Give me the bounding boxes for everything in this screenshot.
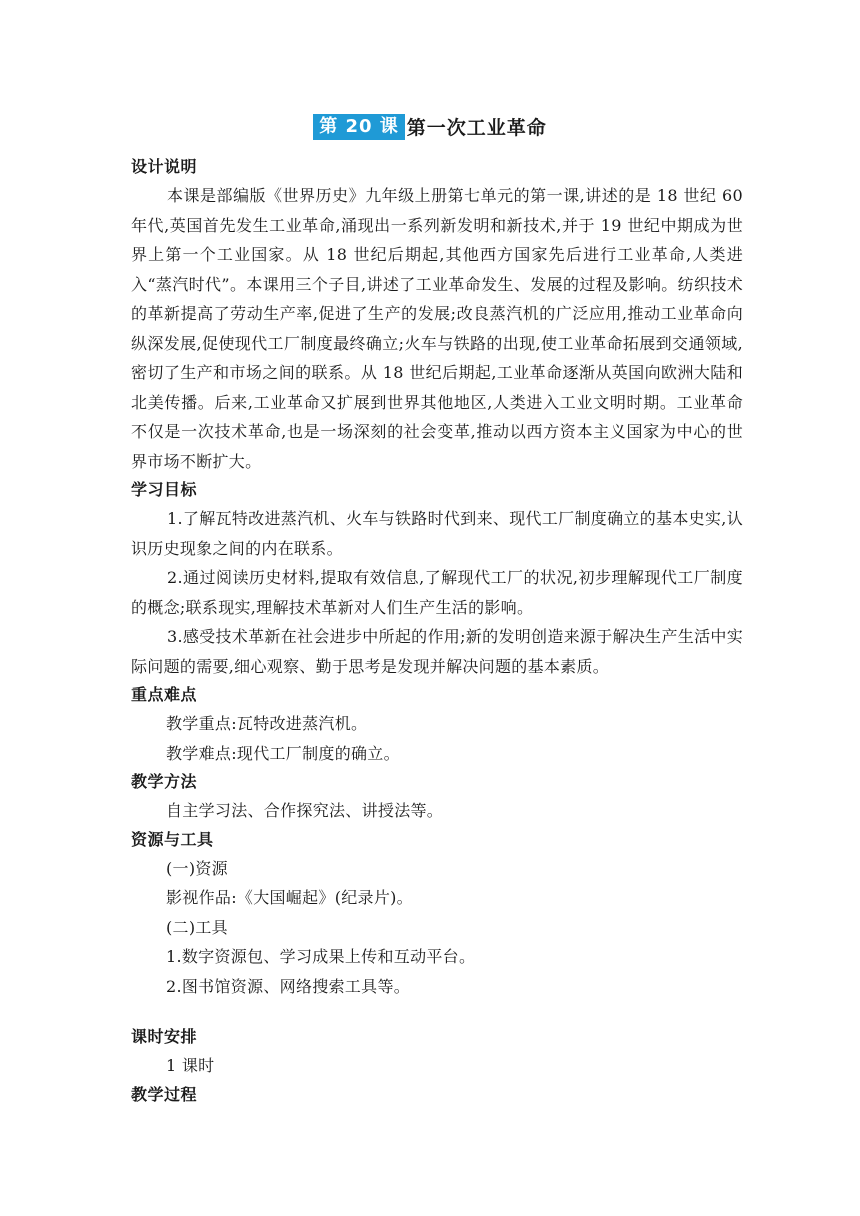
teaching-focus: 教学重点:瓦特改进蒸汽机。 (166, 714, 368, 733)
teaching-difficulty: 教学难点:现代工厂制度的确立。 (166, 743, 400, 763)
keypoints-heading: 重点难点 (131, 685, 198, 704)
design-paragraph: 本课是部编版《世界历史》九年级上册第七单元的第一课,讲述的是 18 世纪 60 年代,英国首先发生工业革命,涌现出一系列新发明和新技术,并于 19 世纪中期成为世界上第一个工业国家。从 18 世纪后期起,其他西方国家先后进行工业革命,人类进入“蒸汽时代”。本课用三个子目,讲述了工业革命发生、发展的过程及影响。纺织技术的革新提高了劳动生产率,促进了生产的发展;改良蒸汽机的广泛应用,推动工业革命向纵深发展,促使现代工厂制度最终确立;火车与铁路的出现,使工业革命拓展到交通领域,密切了生产和市场之间的联系。从 18 世纪后期起,工业革命逐渐从英国向欧洲大陆和北美传播。后来,工业革命又扩展到世界其他地区,人类进入工业文明时期。工业革命不仅是一次技术革命,也是一场深刻的社会变革,推动以西方资本主义国家为中心的世界市场不断扩大。 (131, 186, 743, 471)
resources-item: 影视作品:《大国崛起》(纪录片)。 (166, 888, 413, 907)
section-spacer (131, 1001, 743, 1023)
process-heading: 教学过程 (131, 1084, 198, 1104)
lesson-plan-body (131, 153, 743, 1109)
tools-item: 2.图书馆资源、网络搜索工具等。 (166, 976, 411, 996)
goal-item: 1.了解瓦特改进蒸汽机、火车与铁路时代到来、现代工厂制度确立的基本史实,认识历史现象之间的内在联系。 (131, 509, 743, 558)
goal-item: 2.通过阅读历史材料,提取有效信息,了解现代工厂的状况,初步理解现代工厂制度的概念;联系现实,理解技术革新对人们生产生活的影响。 (131, 568, 743, 617)
goal-item: 3.感受技术革新在社会进步中所起的作用;新的发明创造来源于解决生产生活中实际问题的需要,细心观察、勤于思考是发现并解决问题的基本素质。 (131, 627, 743, 676)
lesson-title: 第一次工业革命 (406, 117, 547, 139)
tools-label: (二)工具 (166, 917, 228, 937)
resources-heading: 资源与工具 (131, 829, 214, 849)
lesson-number-badge: 第 20 课 (313, 114, 405, 140)
goals-heading: 学习目标 (131, 480, 198, 499)
tools-item: 1.数字资源包、学习成果上传和互动平台。 (166, 947, 476, 966)
design-heading: 设计说明 (131, 157, 198, 176)
lesson-title-row (0, 114, 860, 142)
schedule-heading: 课时安排 (131, 1027, 198, 1046)
methods-text: 自主学习法、合作探究法、讲授法等。 (166, 801, 444, 820)
resources-label: (一)资源 (166, 858, 228, 878)
schedule-text: 1 课时 (166, 1056, 215, 1075)
methods-heading: 教学方法 (131, 772, 198, 791)
